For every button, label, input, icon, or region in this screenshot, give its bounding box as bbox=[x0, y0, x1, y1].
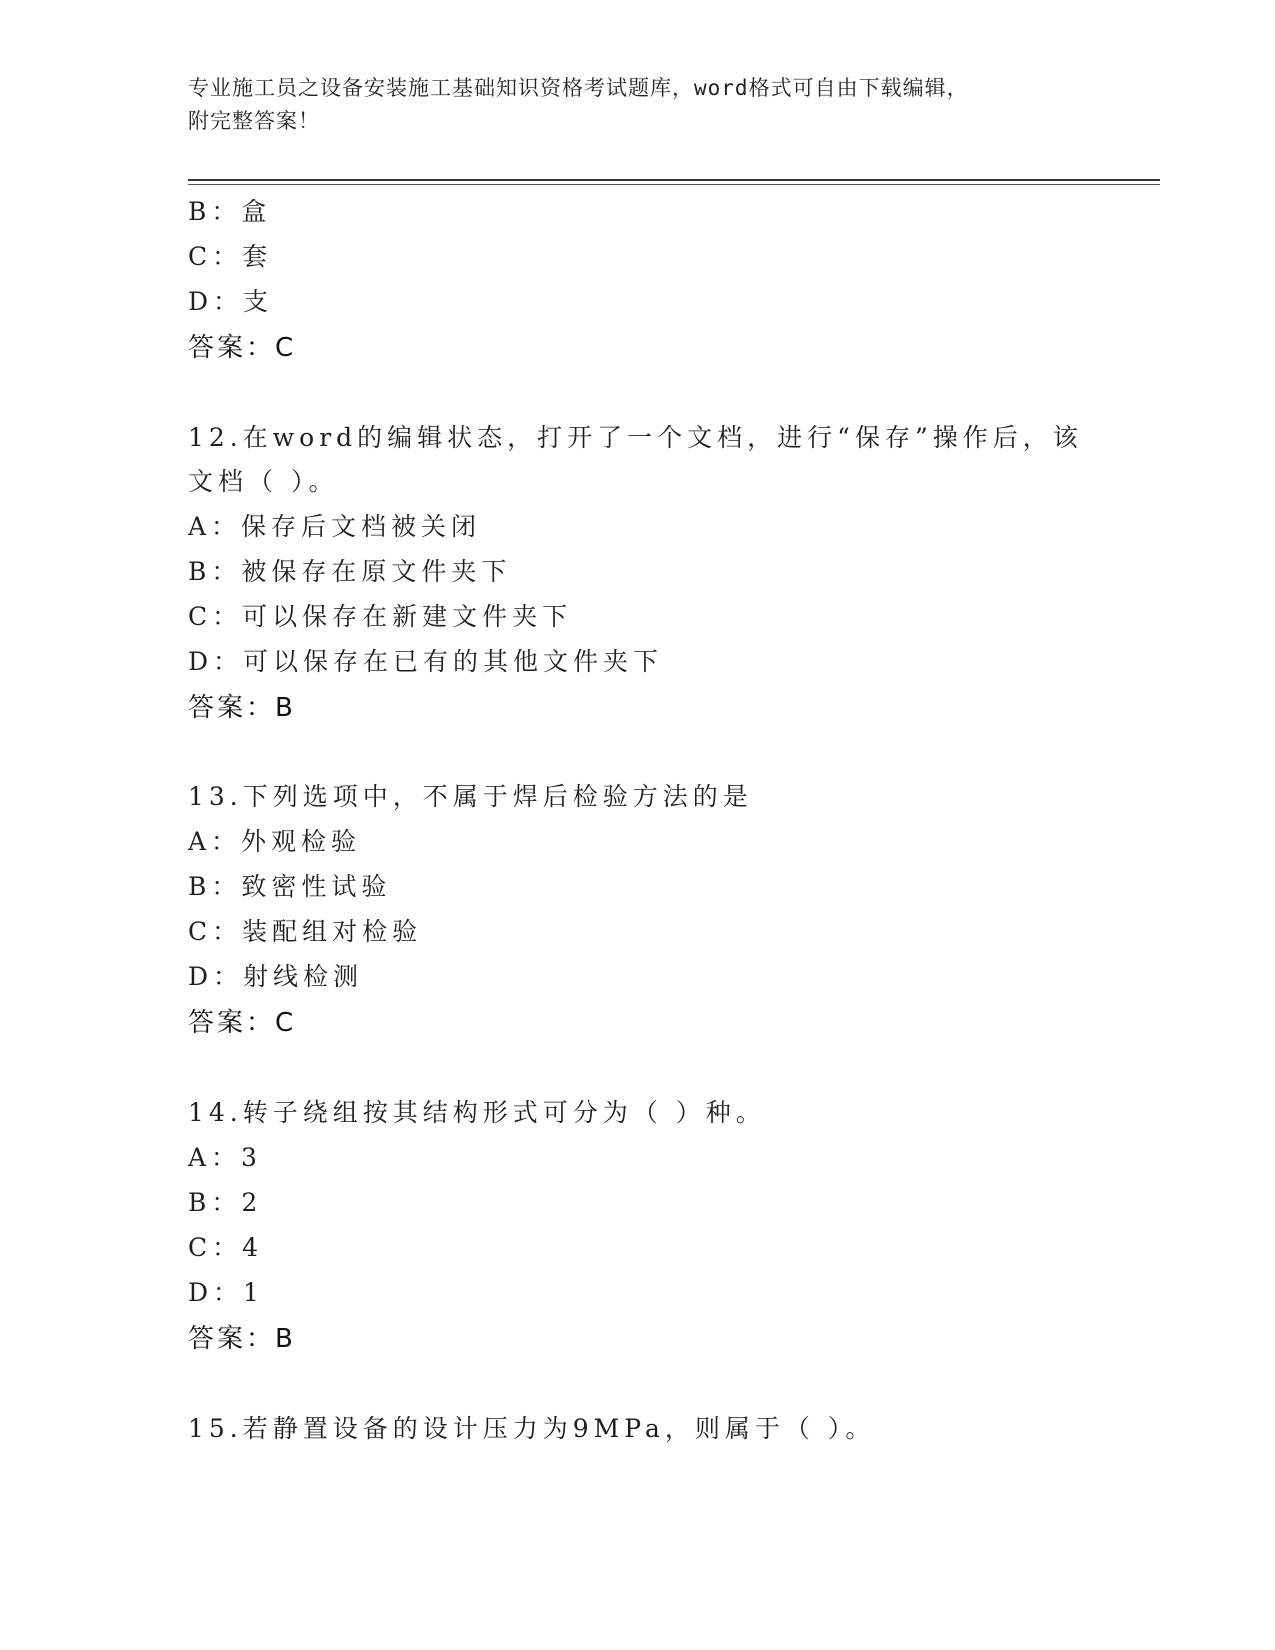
q11-option-c: C：套 bbox=[188, 242, 273, 271]
q12-option-b: B：被保存在原文件夹下 bbox=[188, 557, 512, 586]
q11-answer: 答案：C bbox=[188, 333, 297, 363]
header-divider-thin bbox=[188, 184, 1160, 185]
header-divider-thick bbox=[188, 179, 1160, 181]
q15-question: 15.若静置设备的设计压力为9MPa，则属于（ ）。 bbox=[188, 1414, 876, 1443]
q14-option-a: A：3 bbox=[188, 1143, 262, 1172]
document-header bbox=[188, 72, 1088, 138]
q11-option-b: B：盒 bbox=[188, 197, 272, 226]
q13-answer: 答案：C bbox=[188, 1008, 297, 1038]
q14-question: 14.转子绕组按其结构形式可分为（ ）种。 bbox=[188, 1098, 766, 1127]
q13-option-a: A：外观检验 bbox=[188, 827, 362, 856]
q13-option-b: B：致密性试验 bbox=[188, 872, 392, 901]
q12-option-d: D：可以保存在已有的其他文件夹下 bbox=[188, 647, 664, 676]
q12-option-c: C：可以保存在新建文件夹下 bbox=[188, 602, 573, 631]
q13-option-d: D：射线检测 bbox=[188, 962, 364, 991]
q14-option-c: C：4 bbox=[188, 1233, 264, 1262]
q12-question-line-2: 文档（ ）。 bbox=[188, 467, 339, 496]
header-line-2: 附完整答案！ bbox=[188, 109, 320, 133]
q14-answer: 答案：B bbox=[188, 1324, 296, 1354]
q12-option-a: A：保存后文档被关闭 bbox=[188, 512, 482, 541]
q14-option-b: B：2 bbox=[188, 1188, 263, 1217]
q12-question-line-1: 12.在word的编辑状态，打开了一个文档，进行“保存”操作后，该 bbox=[188, 423, 1083, 452]
header-line-1: 专业施工员之设备安装施工基础知识资格考试题库，word格式可自由下载编辑， bbox=[188, 76, 969, 100]
q12-answer: 答案：B bbox=[188, 693, 296, 723]
q13-question: 13.下列选项中，不属于焊后检验方法的是 bbox=[188, 782, 753, 811]
q13-option-c: C：装配组对检验 bbox=[188, 917, 423, 946]
q11-option-d: D：支 bbox=[188, 287, 274, 316]
q14-option-d: D：1 bbox=[188, 1278, 264, 1307]
